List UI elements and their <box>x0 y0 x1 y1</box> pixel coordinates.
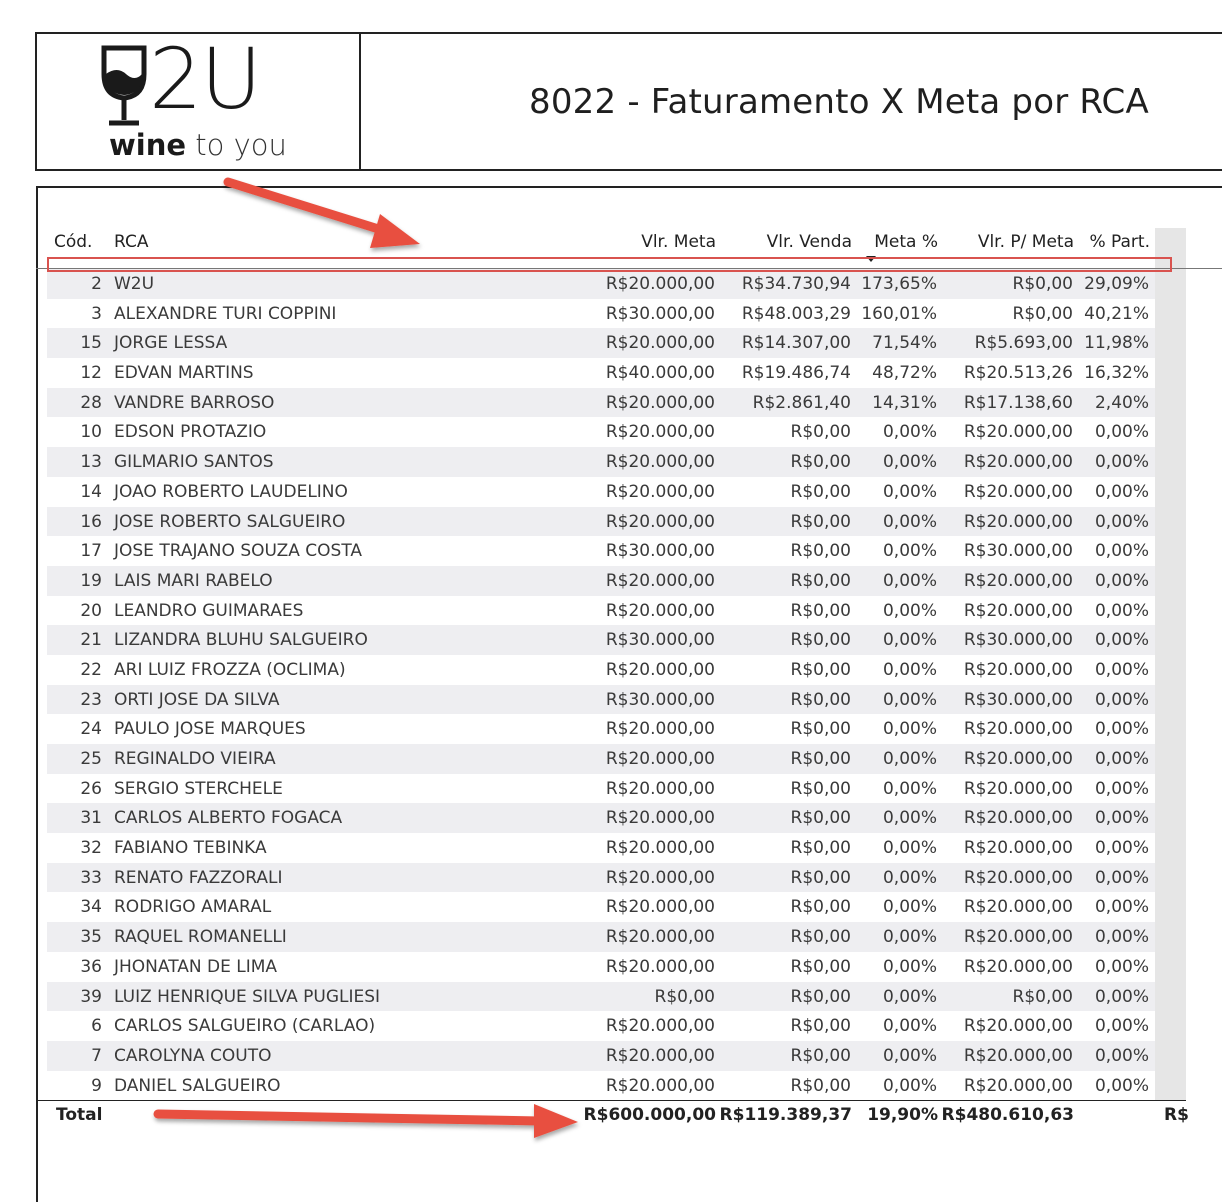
cell-meta-pct: 173,65% <box>861 274 937 294</box>
cell-meta-pct: 0,00% <box>882 927 937 948</box>
cell-rca: EDSON PROTAZIO <box>114 422 267 443</box>
table-row[interactable] <box>47 328 1155 358</box>
cell-vlr-meta: R$20.000,00 <box>605 570 715 591</box>
cell-rca: W2U <box>114 274 155 294</box>
cell-vlr-meta: R$30.000,00 <box>605 303 715 324</box>
annotation-arrow-icon <box>150 1090 590 1145</box>
total-meta-pct: 19,90% <box>867 1105 938 1125</box>
cell-vlr-meta: R$20.000,00 <box>605 511 715 532</box>
cell-cod: 28 <box>80 392 102 413</box>
cell-cod: 14 <box>80 481 102 502</box>
cell-part-pct: 0,00% <box>1094 481 1149 502</box>
cell-meta-pct: 0,00% <box>882 808 937 829</box>
cell-rca: REGINALDO VIEIRA <box>114 749 276 769</box>
table-row[interactable] <box>47 892 1155 922</box>
cell-vlr-venda: R$0,00 <box>790 749 851 769</box>
cell-vlr-venda: R$0,00 <box>790 659 851 680</box>
cell-cod: 26 <box>80 778 102 799</box>
cell-cod: 25 <box>80 749 102 769</box>
cell-vlr-venda: R$0,00 <box>790 867 851 888</box>
cell-vlr-meta: R$20.000,00 <box>605 659 715 680</box>
cell-vlr-venda: R$0,00 <box>790 570 851 591</box>
table-body <box>47 269 1155 1100</box>
table-row[interactable] <box>47 714 1155 744</box>
table-row[interactable] <box>47 536 1155 566</box>
cell-vlr-p-meta: R$20.000,00 <box>963 1075 1073 1096</box>
table-row[interactable] <box>47 417 1155 447</box>
cell-cod: 20 <box>80 600 102 621</box>
cell-part-pct: 0,00% <box>1094 570 1149 591</box>
cell-meta-pct: 0,00% <box>882 838 937 859</box>
cell-rca: VANDRE BARROSO <box>114 392 275 413</box>
cell-rca: SERGIO STERCHELE <box>114 778 283 799</box>
cell-cod: 36 <box>80 956 102 977</box>
cell-vlr-venda: R$14.307,00 <box>741 333 851 354</box>
table-row[interactable] <box>47 1041 1155 1071</box>
cell-rca: LAIS MARI RABELO <box>114 570 273 591</box>
title-box <box>359 32 1222 171</box>
cell-cod: 2 <box>91 274 102 294</box>
cell-part-pct: 0,00% <box>1094 956 1149 977</box>
cell-vlr-p-meta: R$30.000,00 <box>963 630 1073 651</box>
column-header-rca[interactable]: RCA <box>114 232 149 252</box>
cell-meta-pct: 0,00% <box>882 749 937 769</box>
logo-tagline-rest: to you <box>195 128 287 162</box>
cell-vlr-venda: R$48.003,29 <box>741 303 851 324</box>
cell-meta-pct: 0,00% <box>882 481 937 502</box>
cell-part-pct: 0,00% <box>1094 659 1149 680</box>
cell-part-pct: 0,00% <box>1094 838 1149 859</box>
cell-rca: EDVAN MARTINS <box>114 363 254 384</box>
cell-rca: CARLOS ALBERTO FOGACA <box>114 808 343 829</box>
cell-rca: ORTI JOSE DA SILVA <box>114 689 280 710</box>
cell-vlr-venda: R$0,00 <box>790 986 851 1007</box>
cell-vlr-meta: R$20.000,00 <box>605 927 715 948</box>
cell-cod: 12 <box>80 363 102 384</box>
cell-meta-pct: 0,00% <box>882 689 937 710</box>
total-overflow-cell: R$ <box>1164 1105 1189 1125</box>
cell-meta-pct: 0,00% <box>882 1045 937 1066</box>
cell-vlr-meta: R$20.000,00 <box>605 274 715 294</box>
cell-part-pct: 0,00% <box>1094 422 1149 443</box>
cell-vlr-p-meta: R$5.693,00 <box>974 333 1073 354</box>
table-row[interactable] <box>47 744 1155 774</box>
cell-vlr-venda: R$0,00 <box>790 956 851 977</box>
cell-part-pct: 0,00% <box>1094 1045 1149 1066</box>
table-row[interactable] <box>47 1011 1155 1041</box>
table-row[interactable] <box>47 447 1155 477</box>
cell-meta-pct: 0,00% <box>882 600 937 621</box>
cell-part-pct: 0,00% <box>1094 719 1149 740</box>
cell-vlr-meta: R$20.000,00 <box>605 719 715 740</box>
cell-vlr-meta: R$20.000,00 <box>605 452 715 473</box>
cell-cod: 19 <box>80 570 102 591</box>
cell-cod: 6 <box>91 1016 102 1037</box>
cell-rca: PAULO JOSE MARQUES <box>114 719 306 740</box>
logo-tagline-bold: wine <box>109 128 187 162</box>
cell-vlr-p-meta: R$20.000,00 <box>963 808 1073 829</box>
cell-vlr-p-meta: R$0,00 <box>1012 986 1073 1007</box>
table-row[interactable] <box>47 596 1155 626</box>
cell-rca: DANIEL SALGUEIRO <box>114 1075 281 1096</box>
table-row[interactable] <box>47 566 1155 596</box>
cell-cod: 32 <box>80 838 102 859</box>
cell-vlr-venda: R$2.861,40 <box>752 392 851 413</box>
column-header-part-pct[interactable]: % Part. <box>1089 232 1150 252</box>
table-row[interactable] <box>47 774 1155 804</box>
cell-cod: 16 <box>80 511 102 532</box>
cell-part-pct: 0,00% <box>1094 1016 1149 1037</box>
cell-rca: RENATO FAZZORALI <box>114 867 283 888</box>
cell-cod: 7 <box>91 1045 102 1066</box>
cell-part-pct: 0,00% <box>1094 778 1149 799</box>
cell-vlr-p-meta: R$20.000,00 <box>963 422 1073 443</box>
cell-vlr-venda: R$0,00 <box>790 897 851 918</box>
cell-part-pct: 0,00% <box>1094 1075 1149 1096</box>
annotation-arrow-icon <box>220 170 440 260</box>
cell-vlr-p-meta: R$20.000,00 <box>963 659 1073 680</box>
cell-vlr-venda: R$0,00 <box>790 838 851 859</box>
cell-meta-pct: 0,00% <box>882 719 937 740</box>
cell-rca: JOSE TRAJANO SOUZA COSTA <box>114 541 363 562</box>
table-row[interactable] <box>47 685 1155 715</box>
cell-rca: CAROLYNA COUTO <box>114 1045 272 1066</box>
column-header-meta-pct[interactable]: Meta % <box>874 232 938 252</box>
total-vlr-meta: R$600.000,00 <box>583 1105 716 1125</box>
cell-meta-pct: 0,00% <box>882 659 937 680</box>
cell-vlr-p-meta: R$20.000,00 <box>963 719 1073 740</box>
cell-vlr-meta: R$20.000,00 <box>605 481 715 502</box>
cell-rca: GILMARIO SANTOS <box>114 452 274 473</box>
cell-vlr-p-meta: R$20.000,00 <box>963 778 1073 799</box>
cell-vlr-p-meta: R$30.000,00 <box>963 541 1073 562</box>
cell-vlr-p-meta: R$20.000,00 <box>963 927 1073 948</box>
cell-vlr-meta: R$20.000,00 <box>605 956 715 977</box>
cell-rca: ALEXANDRE TURI COPPINI <box>114 303 337 324</box>
cell-vlr-venda: R$0,00 <box>790 541 851 562</box>
cell-cod: 22 <box>80 659 102 680</box>
cell-cod: 21 <box>80 630 102 651</box>
cell-vlr-meta: R$20.000,00 <box>605 1075 715 1096</box>
cell-vlr-p-meta: R$0,00 <box>1012 303 1073 324</box>
cell-cod: 15 <box>80 333 102 354</box>
cell-vlr-venda: R$0,00 <box>790 422 851 443</box>
cell-vlr-meta: R$20.000,00 <box>605 333 715 354</box>
cell-cod: 24 <box>80 719 102 740</box>
cell-cod: 3 <box>91 303 102 324</box>
cell-meta-pct: 0,00% <box>882 778 937 799</box>
table-row[interactable] <box>47 952 1155 982</box>
cell-rca: LIZANDRA BLUHU SALGUEIRO <box>114 630 368 651</box>
cell-cod: 34 <box>80 897 102 918</box>
cell-meta-pct: 0,00% <box>882 570 937 591</box>
cell-rca: JHONATAN DE LIMA <box>114 956 278 977</box>
cell-cod: 9 <box>91 1075 102 1096</box>
cell-vlr-meta: R$40.000,00 <box>605 363 715 384</box>
cell-vlr-p-meta: R$20.000,00 <box>963 749 1073 769</box>
cell-vlr-p-meta: R$20.000,00 <box>963 1016 1073 1037</box>
cell-vlr-meta: R$20.000,00 <box>605 1016 715 1037</box>
cell-cod: 39 <box>80 986 102 1007</box>
cell-vlr-p-meta: R$20.000,00 <box>963 867 1073 888</box>
cell-rca: JOSE ROBERTO SALGUEIRO <box>114 511 346 532</box>
cell-meta-pct: 48,72% <box>872 363 937 384</box>
table-row[interactable] <box>47 625 1155 655</box>
cell-vlr-p-meta: R$20.000,00 <box>963 897 1073 918</box>
cell-vlr-meta: R$30.000,00 <box>605 689 715 710</box>
column-header-vlr-venda[interactable]: Vlr. Venda <box>766 232 852 252</box>
cell-vlr-venda: R$0,00 <box>790 927 851 948</box>
cell-part-pct: 0,00% <box>1094 808 1149 829</box>
cell-part-pct: 0,00% <box>1094 541 1149 562</box>
vertical-scrollbar[interactable] <box>1155 228 1186 1101</box>
table-row[interactable] <box>47 803 1155 833</box>
cell-vlr-p-meta: R$20.000,00 <box>963 511 1073 532</box>
cell-vlr-meta: R$0,00 <box>654 986 715 1007</box>
cell-rca: LEANDRO GUIMARAES <box>114 600 304 621</box>
cell-rca: ARI LUIZ FROZZA (OCLIMA) <box>114 659 346 680</box>
cell-vlr-venda: R$0,00 <box>790 600 851 621</box>
table-row[interactable] <box>47 863 1155 893</box>
cell-vlr-p-meta: R$20.000,00 <box>963 481 1073 502</box>
cell-part-pct: 0,00% <box>1094 927 1149 948</box>
cell-meta-pct: 71,54% <box>872 333 937 354</box>
cell-part-pct: 29,09% <box>1084 274 1149 294</box>
cell-vlr-meta: R$20.000,00 <box>605 808 715 829</box>
cell-cod: 35 <box>80 927 102 948</box>
cell-part-pct: 2,40% <box>1094 392 1149 413</box>
total-vlr-venda: R$119.389,37 <box>719 1105 852 1125</box>
cell-vlr-meta: R$20.000,00 <box>605 838 715 859</box>
logo-box <box>35 32 360 171</box>
cell-vlr-p-meta: R$20.000,00 <box>963 956 1073 977</box>
cell-vlr-venda: R$0,00 <box>790 808 851 829</box>
wine-glass-icon <box>99 44 149 130</box>
table-row[interactable] <box>47 922 1155 952</box>
cell-cod: 17 <box>80 541 102 562</box>
table-row[interactable] <box>47 477 1155 507</box>
cell-rca: FABIANO TEBINKA <box>114 838 267 859</box>
cell-part-pct: 0,00% <box>1094 897 1149 918</box>
cell-vlr-venda: R$0,00 <box>790 719 851 740</box>
cell-vlr-meta: R$20.000,00 <box>605 778 715 799</box>
cell-meta-pct: 160,01% <box>861 303 937 324</box>
cell-meta-pct: 0,00% <box>882 1075 937 1096</box>
column-header-vlr-meta[interactable]: Vlr. Meta <box>641 232 716 252</box>
total-label: Total <box>56 1105 103 1125</box>
cell-part-pct: 0,00% <box>1094 630 1149 651</box>
cell-vlr-venda: R$0,00 <box>790 778 851 799</box>
cell-vlr-meta: R$20.000,00 <box>605 867 715 888</box>
column-header-vlr-p-meta[interactable]: Vlr. P/ Meta <box>977 232 1074 252</box>
cell-part-pct: 0,00% <box>1094 867 1149 888</box>
cell-vlr-venda: R$34.730,94 <box>741 274 851 294</box>
cell-vlr-p-meta: R$20.513,26 <box>963 363 1073 384</box>
cell-vlr-meta: R$20.000,00 <box>605 392 715 413</box>
cell-rca: CARLOS SALGUEIRO (CARLAO) <box>114 1016 376 1037</box>
cell-vlr-meta: R$20.000,00 <box>605 897 715 918</box>
cell-vlr-venda: R$0,00 <box>790 630 851 651</box>
cell-vlr-venda: R$0,00 <box>790 452 851 473</box>
logo-tagline <box>109 128 287 162</box>
cell-vlr-meta: R$30.000,00 <box>605 541 715 562</box>
page-title: 8022 - Faturamento X Meta por RCA <box>529 82 1149 122</box>
cell-meta-pct: 0,00% <box>882 867 937 888</box>
total-vlr-p-meta: R$480.610,63 <box>941 1105 1074 1125</box>
cell-meta-pct: 0,00% <box>882 1016 937 1037</box>
table-row[interactable] <box>47 358 1155 388</box>
cell-vlr-venda: R$19.486,74 <box>741 363 851 384</box>
cell-meta-pct: 0,00% <box>882 511 937 532</box>
cell-part-pct: 16,32% <box>1084 363 1149 384</box>
cell-cod: 13 <box>80 452 102 473</box>
cell-meta-pct: 14,31% <box>872 392 937 413</box>
cell-vlr-meta: R$30.000,00 <box>605 630 715 651</box>
cell-part-pct: 11,98% <box>1084 333 1149 354</box>
cell-rca: RODRIGO AMARAL <box>114 897 272 918</box>
cell-vlr-p-meta: R$20.000,00 <box>963 838 1073 859</box>
table-row[interactable] <box>47 982 1155 1012</box>
cell-rca: JOAO ROBERTO LAUDELINO <box>114 481 348 502</box>
cell-cod: 23 <box>80 689 102 710</box>
cell-vlr-p-meta: R$20.000,00 <box>963 570 1073 591</box>
cell-rca: RAQUEL ROMANELLI <box>114 927 287 948</box>
cell-vlr-venda: R$0,00 <box>790 481 851 502</box>
cell-part-pct: 40,21% <box>1084 303 1149 324</box>
cell-part-pct: 0,00% <box>1094 511 1149 532</box>
cell-vlr-p-meta: R$20.000,00 <box>963 600 1073 621</box>
cell-part-pct: 0,00% <box>1094 600 1149 621</box>
cell-meta-pct: 0,00% <box>882 897 937 918</box>
cell-vlr-p-meta: R$0,00 <box>1012 274 1073 294</box>
highlight-rectangle <box>47 257 1172 272</box>
cell-rca: JORGE LESSA <box>114 333 228 354</box>
cell-rca: LUIZ HENRIQUE SILVA PUGLIESI <box>114 986 381 1007</box>
cell-vlr-meta: R$20.000,00 <box>605 600 715 621</box>
cell-meta-pct: 0,00% <box>882 956 937 977</box>
cell-vlr-venda: R$0,00 <box>790 1075 851 1096</box>
cell-vlr-venda: R$0,00 <box>790 689 851 710</box>
table-row[interactable] <box>47 388 1155 418</box>
cell-meta-pct: 0,00% <box>882 452 937 473</box>
cell-part-pct: 0,00% <box>1094 689 1149 710</box>
cell-part-pct: 0,00% <box>1094 986 1149 1007</box>
cell-vlr-p-meta: R$20.000,00 <box>963 452 1073 473</box>
table-row[interactable] <box>47 507 1155 537</box>
cell-vlr-meta: R$20.000,00 <box>605 749 715 769</box>
column-header-cod[interactable]: Cód. <box>54 232 93 252</box>
cell-cod: 33 <box>80 867 102 888</box>
cell-meta-pct: 0,00% <box>882 422 937 443</box>
cell-vlr-p-meta: R$30.000,00 <box>963 689 1073 710</box>
cell-vlr-p-meta: R$17.138,60 <box>963 392 1073 413</box>
table-row[interactable] <box>47 655 1155 685</box>
logo-mark: 2U <box>149 30 260 128</box>
cell-meta-pct: 0,00% <box>882 541 937 562</box>
cell-cod: 31 <box>80 808 102 829</box>
cell-meta-pct: 0,00% <box>882 986 937 1007</box>
cell-part-pct: 0,00% <box>1094 749 1149 769</box>
table-row[interactable] <box>47 269 1155 299</box>
cell-vlr-venda: R$0,00 <box>790 511 851 532</box>
cell-vlr-p-meta: R$20.000,00 <box>963 1045 1073 1066</box>
cell-vlr-meta: R$20.000,00 <box>605 1045 715 1066</box>
cell-cod: 10 <box>80 422 102 443</box>
cell-vlr-venda: R$0,00 <box>790 1045 851 1066</box>
cell-part-pct: 0,00% <box>1094 452 1149 473</box>
cell-meta-pct: 0,00% <box>882 630 937 651</box>
table-row[interactable] <box>47 299 1155 329</box>
table-row[interactable] <box>47 833 1155 863</box>
cell-vlr-meta: R$20.000,00 <box>605 422 715 443</box>
cell-vlr-venda: R$0,00 <box>790 1016 851 1037</box>
